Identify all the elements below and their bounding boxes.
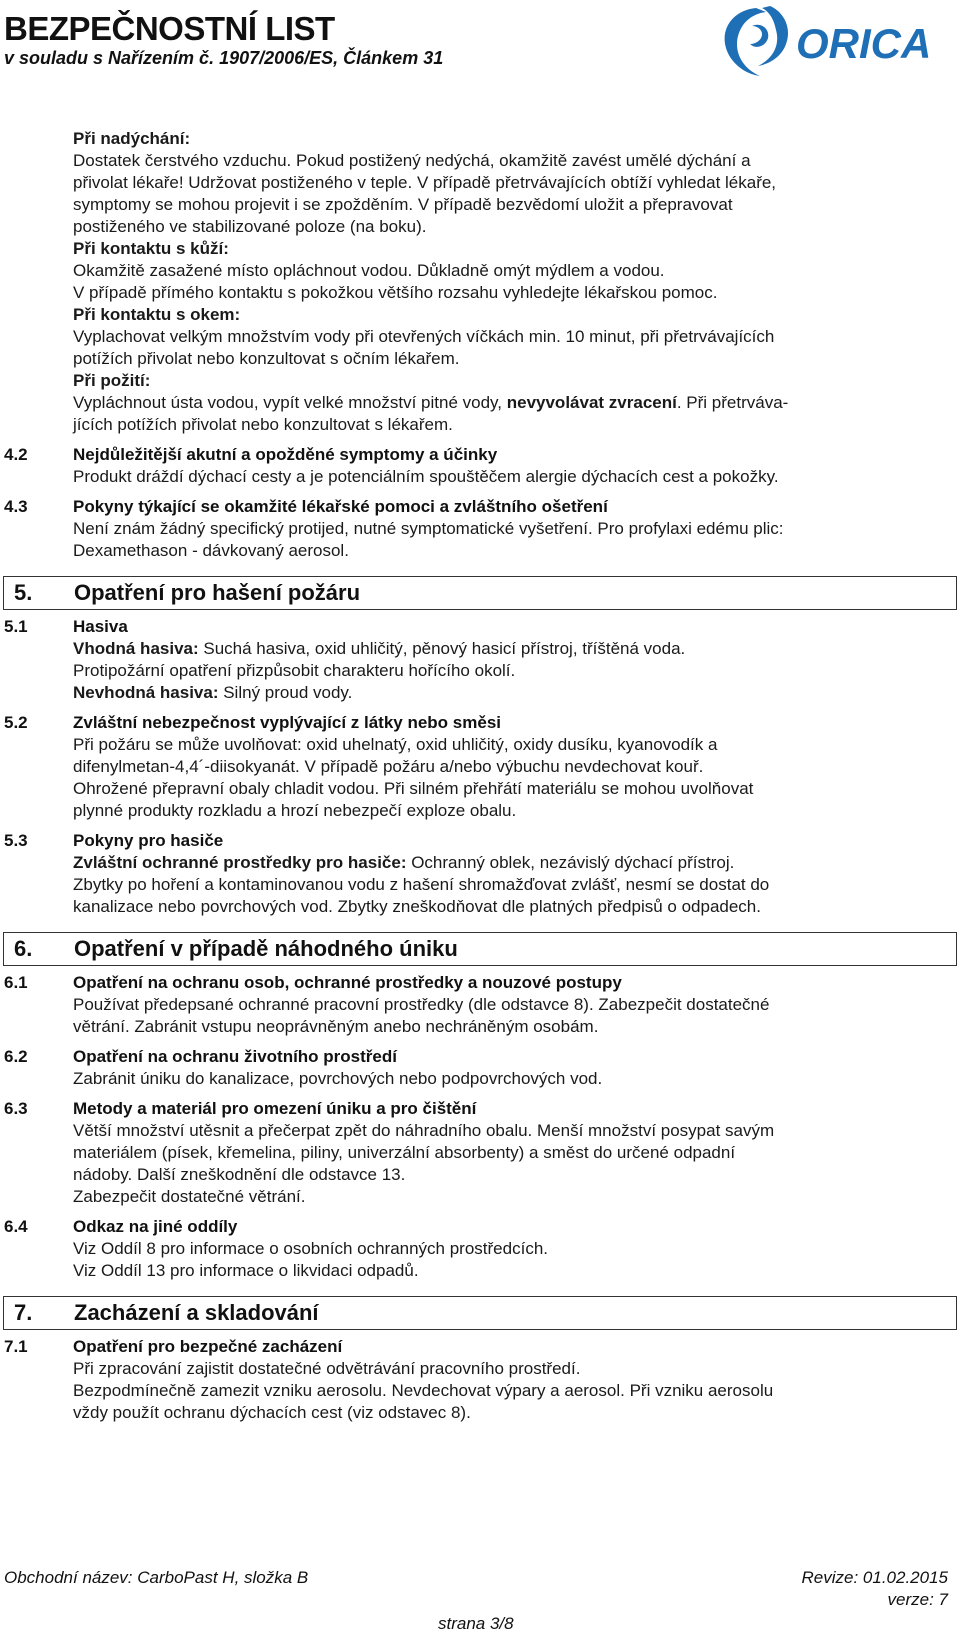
footer-product-name: Obchodní název: CarboPast H, složka B xyxy=(4,1568,309,1587)
paragraph-line: symptomy se mohou projevit i se zpožděním. V případě bezvědomí uložit a přepravovat xyxy=(73,195,733,214)
subsection-4-3-heading xyxy=(0,496,960,518)
subsection-title: Odkaz na jiné oddíly xyxy=(73,1217,238,1236)
subsection-5-2-heading xyxy=(0,712,960,734)
field-label: Vhodná hasiva: xyxy=(73,639,199,658)
subsection-number: 5.3 xyxy=(4,831,28,850)
paragraph-line: Používat předepsané ochranné pracovní prostředky (dle odstavce 8). Zabezpečit dostatečné xyxy=(73,995,770,1014)
paragraph-line: Zabránit úniku do kanalizace, povrchových nebo podpovrchových vod. xyxy=(73,1069,603,1088)
paragraph-line: Ohrožené přepravní obaly chladit vodou. Při silném přehřátí materiálu se mohou uvolňovat xyxy=(73,779,754,798)
text-run: . Při přetrváva- xyxy=(676,393,789,412)
section-5-heading xyxy=(3,576,957,610)
emphasis-text: nevyvolávat zvracení xyxy=(506,393,677,412)
paragraph-line: materiálem (písek, křemelina, piliny, univerzální absorbenty) a směst do určené odpadní xyxy=(73,1143,736,1162)
subsection-title: Nejdůležitější akutní a opožděné symptomy a účinky xyxy=(73,445,498,464)
paragraph-line: postiženého ve stabilizované poloze (na boku). xyxy=(73,217,427,236)
first-aid-measures xyxy=(0,128,960,436)
paragraph-line: nádoby. Další zneškodnění dle odstavce 13. xyxy=(73,1165,406,1184)
subsection-number: 7.1 xyxy=(4,1337,28,1356)
paragraph-line: Při zpracování zajistit dostatečné odvětrávání pracovního prostředí. xyxy=(73,1359,581,1378)
text-run: Ochranný oblek, nezávislý dýchací přístroj. xyxy=(406,853,735,872)
subsection-6-3-heading xyxy=(0,1098,960,1120)
paragraph-line: jících potížích přivolat nebo konzultovat s lékařem. xyxy=(73,415,453,434)
paragraph-line: přivolat lékaře! Udržovat postiženého v teple. V případě přetrvávajících obtíží vyhledat lékaře, xyxy=(73,173,777,192)
section-6-heading xyxy=(3,932,957,966)
subsection-title: Metody a materiál pro omezení úniku a pro čištění xyxy=(73,1099,477,1118)
subsection-number: 4.2 xyxy=(4,445,28,464)
subsection-number: 6.4 xyxy=(4,1217,28,1236)
text-run: Vypláchnout ústa vodou, vypít velké množství pitné vody, xyxy=(73,393,507,412)
paragraph-line xyxy=(0,638,960,660)
paragraph-line xyxy=(0,852,960,874)
paragraph-line: Protipožární opatření přizpůsobit charakteru hořícího okolí. xyxy=(73,661,516,680)
paragraph-line: potížích přivolat nebo konzultovat s očním lékařem. xyxy=(73,349,460,368)
skin-contact-heading: Při kontaktu s kůží: xyxy=(73,239,229,258)
text-run: Silný proud vody. xyxy=(218,683,353,702)
section-7-heading xyxy=(3,1296,957,1330)
subsection-number: 5.1 xyxy=(4,617,28,636)
document-title: BEZPEČNOSTNÍ LIST xyxy=(4,10,335,47)
paragraph-line: plynné produkty rozkladu a hrozí nebezpečí exploze obalu. xyxy=(73,801,517,820)
paragraph-line: Viz Oddíl 13 pro informace o likvidaci odpadů. xyxy=(73,1261,419,1280)
subsection-4-2-heading xyxy=(0,444,960,466)
paragraph-line: Dostatek čerstvého vzduchu. Pokud postižený nedýchá, okamžitě zavést umělé dýchání a xyxy=(73,151,751,170)
subsection-title: Pokyny týkající se okamžité lékařské pomoci a zvláštního ošetření xyxy=(73,497,608,516)
subsection-number: 6.2 xyxy=(4,1047,28,1066)
paragraph-line: Vyplachovat velkým množstvím vody při otevřených víčkách min. 10 minut, při přetrvávajících xyxy=(73,327,775,346)
section-title: Opatření pro hašení požáru xyxy=(74,580,361,605)
section-number: 7. xyxy=(14,1300,33,1325)
section-title: Opatření v případě náhodného úniku xyxy=(74,936,458,961)
subsection-number: 5.2 xyxy=(4,713,28,732)
orica-logo xyxy=(712,2,954,82)
document-subtitle: v souladu s Nařízením č. 1907/2006/ES, Článkem 31 xyxy=(4,48,444,68)
subsection-7-1-heading xyxy=(0,1336,960,1358)
paragraph-line: difenylmetan-4,4´-diisokyanát. V případě požáru a/nebo výbuchu nevdechovat kouř. xyxy=(73,757,704,776)
paragraph-line: Okamžitě zasažené místo opláchnout vodou. Důkladně omýt mýdlem a vodou. xyxy=(73,261,665,280)
paragraph-line: Produkt dráždí dýchací cesty a je potenciálním spouštěčem alergie dýchacích cest a pokožky. xyxy=(73,467,779,486)
subsection-6-2-heading xyxy=(0,1046,960,1068)
page-number: strana 3/8 xyxy=(438,1614,514,1633)
paragraph-line xyxy=(0,392,960,414)
ingestion-heading: Při požití: xyxy=(73,371,151,390)
section-title: Zacházení a skladování xyxy=(74,1300,319,1325)
field-label: Nevhodná hasiva: xyxy=(73,683,219,702)
subsection-title: Opatření na ochranu životního prostředí xyxy=(73,1047,397,1066)
paragraph-line: Viz Oddíl 8 pro informace o osobních ochranných prostředcích. xyxy=(73,1239,548,1258)
text-run: Suchá hasiva, oxid uhličitý, pěnový hasicí přístroj, tříštěná voda. xyxy=(198,639,686,658)
paragraph-line: Zbytky po hoření a kontaminovanou vodu z hašení shromažďovat zvlášť, nesmí se dostat do xyxy=(73,875,770,894)
subsection-title: Zvláštní nebezpečnost vyplývající z látky nebo směsi xyxy=(73,713,501,732)
subsection-title: Opatření pro bezpečné zacházení xyxy=(73,1337,343,1356)
inhalation-heading: Při nadýchání: xyxy=(73,129,191,148)
paragraph-line: Při požáru se může uvolňovat: oxid uhelnatý, oxid uhličitý, oxidy dusíku, kyanovodík a xyxy=(73,735,718,754)
document-body xyxy=(0,128,960,1424)
section-number: 5. xyxy=(14,580,33,605)
footer-version: verze: 7 xyxy=(887,1590,948,1609)
paragraph-line: vždy použít ochranu dýchacích cest (viz odstavec 8). xyxy=(73,1403,471,1422)
field-label: Zvláštní ochranné prostředky pro hasiče: xyxy=(73,853,407,872)
subsection-title: Pokyny pro hasiče xyxy=(73,831,224,850)
subsection-6-1-heading xyxy=(0,972,960,994)
paragraph-line: V případě přímého kontaktu s pokožkou většího rozsahu vyhledejte lékařskou pomoc. xyxy=(73,283,718,302)
subsection-title: Opatření na ochranu osob, ochranné prostředky a nouzové postupy xyxy=(73,973,622,992)
paragraph-line: Zabezpečit dostatečné větrání. xyxy=(73,1187,306,1206)
subsection-5-3-heading xyxy=(0,830,960,852)
section-number: 6. xyxy=(14,936,33,961)
subsection-5-1-heading xyxy=(0,616,960,638)
paragraph-line: Není znám žádný specifický protijed, nutné symptomatické vyšetření. Pro profylaxi edému plic: xyxy=(73,519,784,538)
paragraph-line: Bezpodmínečně zamezit vzniku aerosolu. Nevdechovat výpary a aerosol. Při vzniku aerosolu xyxy=(73,1381,774,1400)
subsection-title: Hasiva xyxy=(73,617,128,636)
subsection-6-4-heading xyxy=(0,1216,960,1238)
footer-revision: Revize: 01.02.2015 xyxy=(801,1568,948,1587)
subsection-number: 6.1 xyxy=(4,973,28,992)
paragraph-line: Dexamethason - dávkovaný aerosol. xyxy=(73,541,349,560)
paragraph-line: Větší množství utěsnit a přečerpat zpět do náhradního obalu. Menší množství posypat savým xyxy=(73,1121,775,1140)
eye-contact-heading: Při kontaktu s okem: xyxy=(73,305,241,324)
subsection-number: 4.3 xyxy=(4,497,28,516)
subsection-number: 6.3 xyxy=(4,1099,28,1118)
paragraph-line xyxy=(0,682,960,704)
paragraph-line: kanalizace nebo povrchových vod. Zbytky zneškodňovat dle platných předpisů o odpadech. xyxy=(73,897,761,916)
paragraph-line: větrání. Zabránit vstupu neoprávněným anebo nechráněným osobám. xyxy=(73,1017,599,1036)
svg-text:ORICA: ORICA xyxy=(796,20,932,67)
